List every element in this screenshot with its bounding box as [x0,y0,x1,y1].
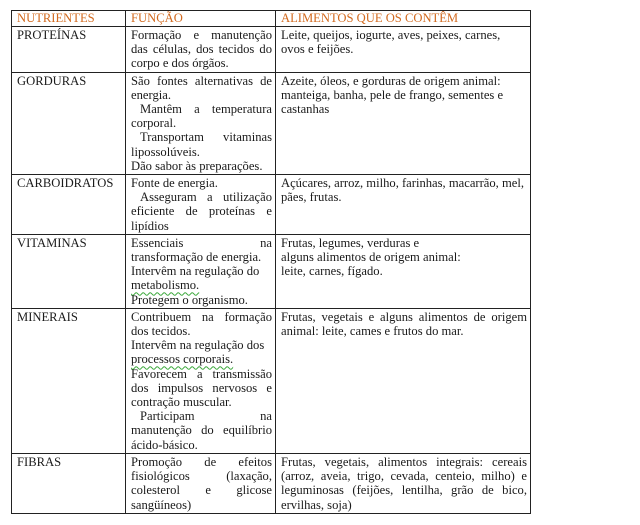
function-line: Essenciais na transformação de energia. [131,235,272,265]
nutrient-name: VITAMINAS [12,234,126,308]
table-row [12,308,531,453]
table-row [12,453,531,513]
nutrient-name: CARBOIDRATOS [12,175,126,235]
nutrient-name: PROTEÍNAS [12,27,126,73]
foods-line: Açúcares, arroz, milho, farinhas, macarrão, mel, pães, frutas. [281,176,525,205]
header-nutrients: NUTRIENTES [12,11,126,27]
foods-line: Frutas, vegetais, alimentos integrais: cereais (arroz, aveia, trigo, cevada, centeio, milho) e leguminosas (feijões, lentilha, grão de bico, ervilhas, soja) [281,454,527,512]
nutrient-foods [276,308,531,453]
nutrient-function [126,175,276,235]
foods-line: Leite, queijos, iogurte, aves, peixes, carnes, ovos e feijões. [281,28,501,57]
foods-line: Frutas, legumes, verduras e [281,235,420,250]
spellcheck-word: metabolismo. [131,278,200,293]
foods-line: leite, carnes, fígado. [281,264,383,279]
table-row [12,175,531,235]
nutrient-foods [276,72,531,174]
nutrient-foods [276,453,531,513]
nutrient-foods [276,27,531,73]
header-function: FUNÇÃO [126,11,276,27]
function-line: Protegem o organismo. [131,292,248,307]
spellcheck-word: processos corporais. [131,352,234,367]
function-line: Fonte de energia. [131,176,218,191]
function-line: Favorecem a transmissão dos impulsos nervosos e contração muscular. [131,366,272,410]
table-row [12,27,531,73]
function-line: Asseguram a utilização eficiente de proteínas e lipídios [131,190,272,233]
function-line: São fontes alternativas de energia. [131,73,272,102]
nutrients-table [11,10,531,514]
function-line: Participam na manutenção do equilíbrio ácido-básico. [131,409,272,452]
function-line: Contribuem na formação dos tecidos. [131,309,272,339]
nutrient-name: MINERAIS [12,308,126,453]
function-line: Dão sabor às preparações. [131,158,263,173]
nutrient-foods [276,234,531,308]
foods-line: Frutas, vegetais e alguns alimentos de origem animal: leite, cames e frutos do mar. [281,309,527,339]
table-row [12,72,531,174]
function-line: Mantêm a temperatura corporal. [131,102,272,131]
nutrient-foods [276,175,531,235]
foods-line: alguns alimentos de origem animal: [281,250,461,265]
function-line: Transportam vitaminas lipossolúveis. [131,130,272,159]
function-line: Formação e manutenção das células, dos tecidos do corpo e dos órgãos. [131,28,272,71]
nutrient-name: FIBRAS [12,453,126,513]
header-row [12,11,531,27]
function-line: Intervêm na regulação do [131,264,260,279]
function-line [131,352,272,366]
table-row [12,234,531,308]
nutrient-function [126,308,276,453]
function-line [131,278,272,292]
foods-line: Azeite, óleos, e gorduras de origem animal: manteiga, banha, pele de frango, sementes e castanhas [281,73,504,117]
function-line: Intervêm na regulação dos [131,338,265,353]
nutrient-function [126,27,276,73]
nutrient-function [126,234,276,308]
nutrient-function [126,453,276,513]
nutrient-name: GORDURAS [12,72,126,174]
header-foods: ALIMENTOS QUE OS CONTÊM [276,11,531,27]
nutrient-function [126,72,276,174]
function-line: Promoção de efeitos fisiológicos (laxação, colesterol e glicose sangüíneos) [131,454,272,512]
